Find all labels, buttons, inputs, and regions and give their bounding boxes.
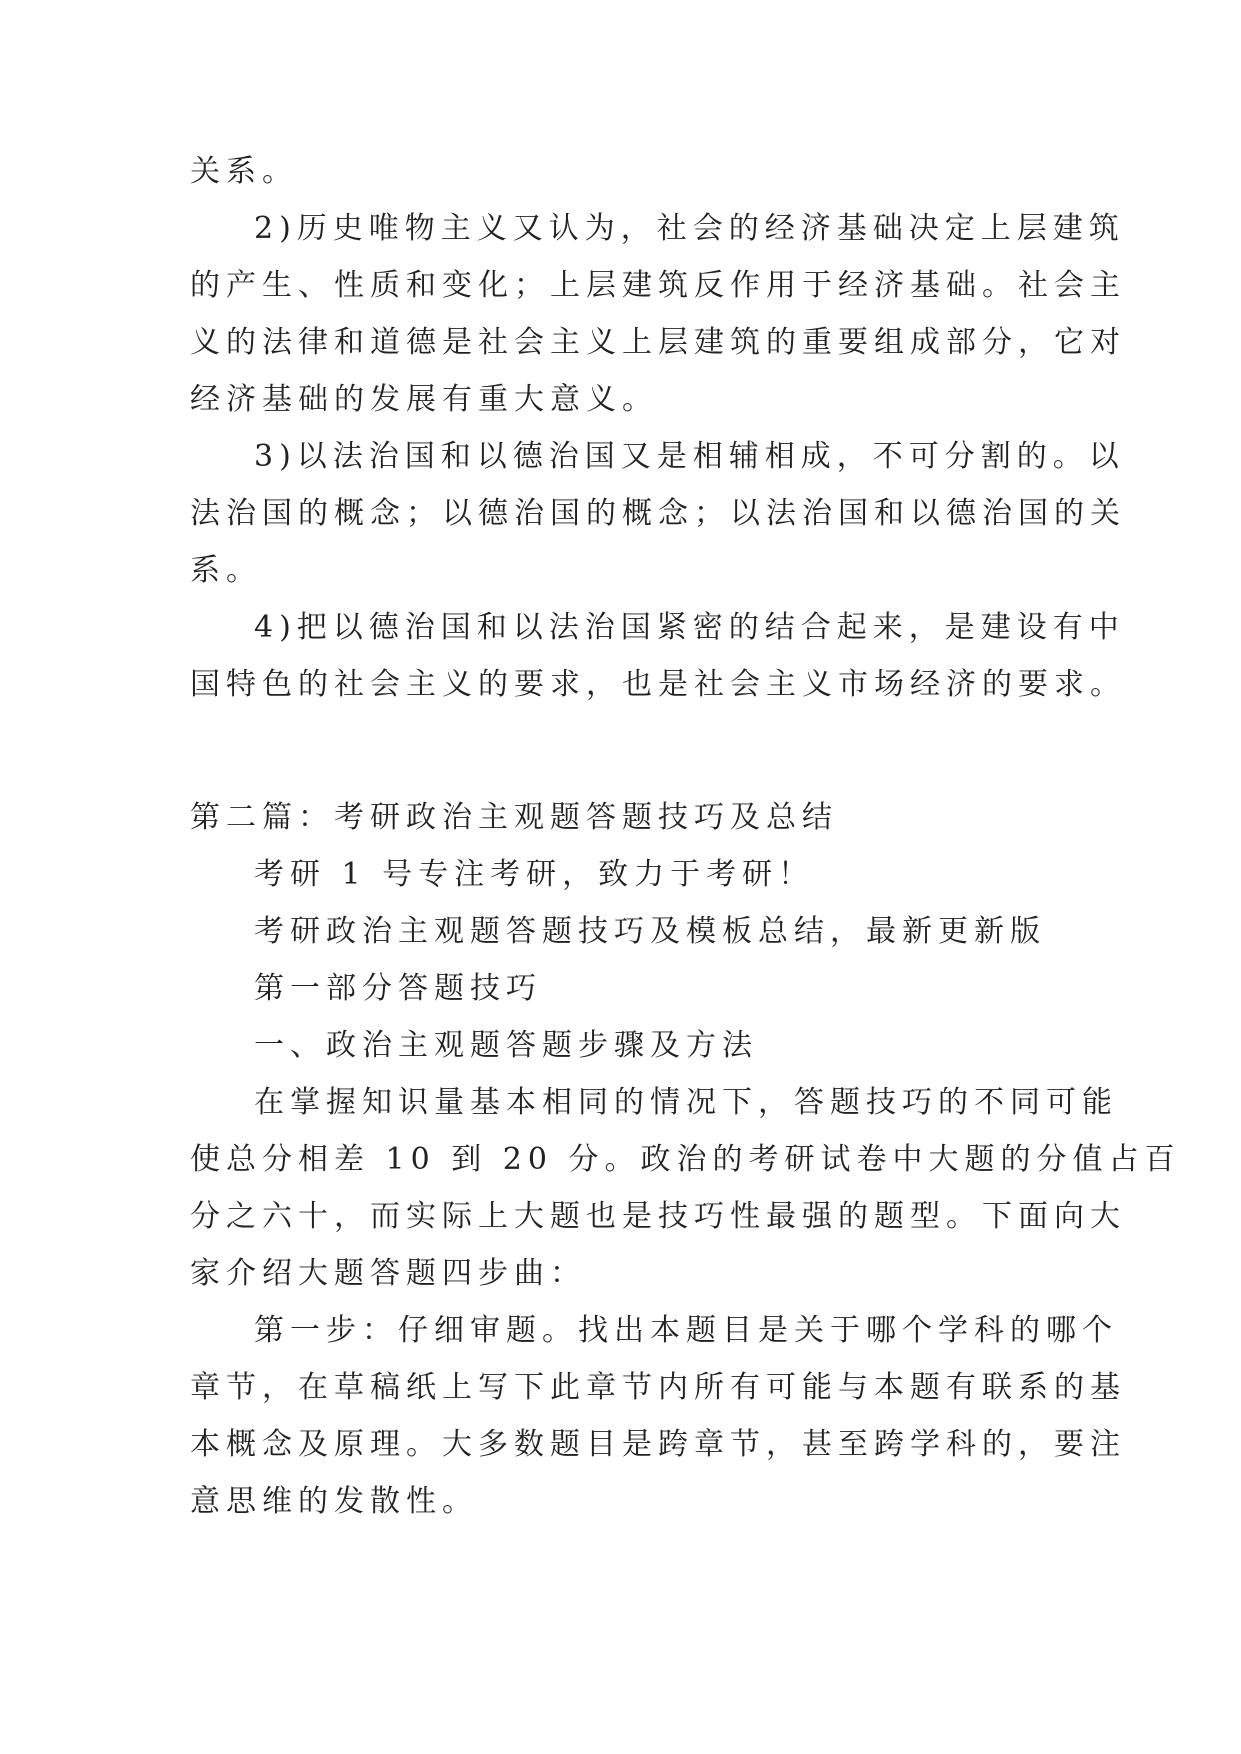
- text-line: 关系。: [190, 154, 298, 189]
- text-line: 章节，在草稿纸上写下此章节内所有可能与本题有联系的基: [190, 1370, 1126, 1405]
- section-heading: 第二篇：考研政治主观题答题技巧及总结: [190, 800, 838, 835]
- text-line: 分之六十，而实际上大题也是技巧性最强的题型。下面向大: [190, 1199, 1126, 1234]
- text-line: 义的法律和道德是社会主义上层建筑的重要组成部分，它对: [190, 325, 1126, 360]
- text-line: 在掌握知识量基本相同的情况下，答题技巧的不同可能: [254, 1085, 1118, 1120]
- text-line: 使总分相差 10 到 20 分。政治的考研试卷中大题的分值占百: [190, 1142, 1181, 1177]
- text-line: 考研政治主观题答题技巧及模板总结，最新更新版: [254, 914, 1046, 949]
- text-line: 第一步：仔细审题。找出本题目是关于哪个学科的哪个: [254, 1313, 1118, 1348]
- text-line: 意思维的发散性。: [190, 1484, 478, 1519]
- text-line: 家介绍大题答题四步曲：: [190, 1256, 586, 1291]
- text-line: 一、政治主观题答题步骤及方法: [254, 1028, 758, 1063]
- text-line: 经济基础的发展有重大意义。: [190, 382, 658, 417]
- text-line: 的产生、性质和变化；上层建筑反作用于经济基础。社会主: [190, 268, 1126, 303]
- text-line: 4)把以德治国和以法治国紧密的结合起来，是建设有中: [254, 610, 1125, 645]
- text-line: 国特色的社会主义的要求，也是社会主义市场经济的要求。: [190, 667, 1126, 702]
- text-line: 法治国的概念；以德治国的概念；以法治国和以德治国的关: [190, 496, 1126, 531]
- text-line: 第一部分答题技巧: [254, 971, 542, 1006]
- text-line: 本概念及原理。大多数题目是跨章节，甚至跨学科的，要注: [190, 1427, 1126, 1462]
- text-line: 3)以法治国和以德治国又是相辅相成，不可分割的。以: [254, 439, 1125, 474]
- text-line: 2)历史唯物主义又认为，社会的经济基础决定上层建筑: [254, 211, 1125, 246]
- text-line: 考研 1 号专注考研，致力于考研！: [254, 857, 815, 892]
- text-line: 系。: [190, 553, 262, 588]
